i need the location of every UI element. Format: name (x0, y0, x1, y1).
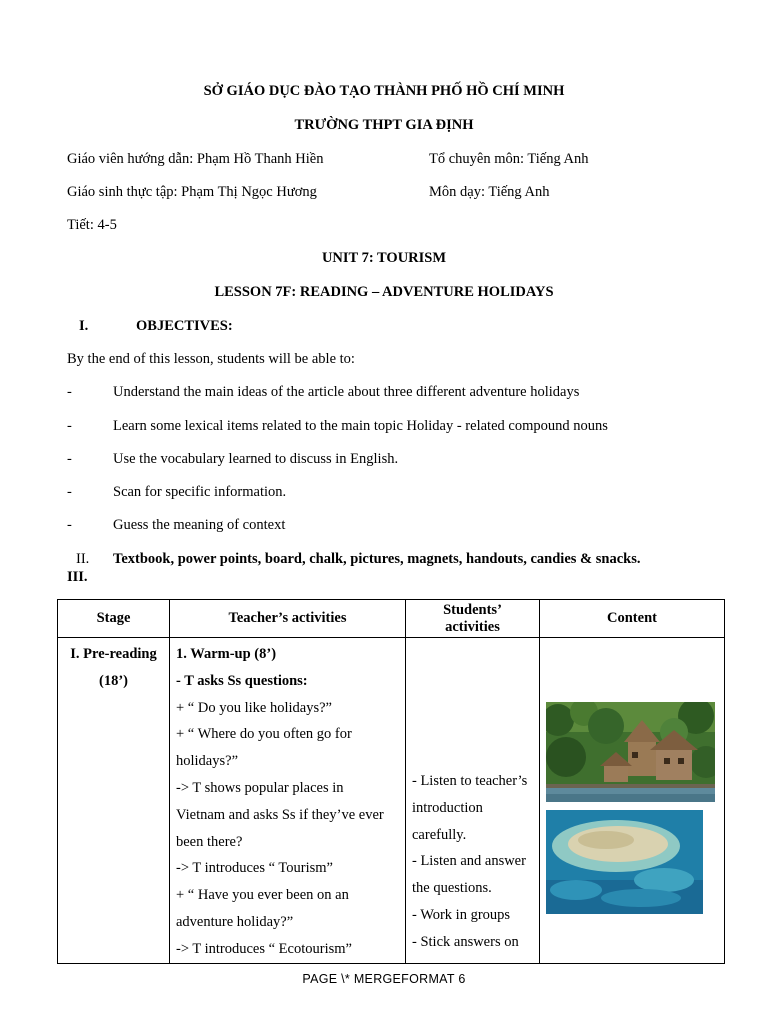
header-students-line2: activities (445, 618, 500, 635)
ecolodge-photo (546, 702, 715, 802)
objective-item: Use the vocabulary learned to discuss in English. (113, 451, 399, 467)
student-line: - Work in groups (412, 906, 511, 923)
lesson-procedure-table (57, 599, 725, 964)
warmup-heading: 1. Warm-up (8’) (176, 646, 277, 662)
supervisor-line: Giáo viên hướng dẫn: Phạm Hồ Thanh Hiền (67, 151, 324, 167)
group-line: Tổ chuyên môn: Tiếng Anh (429, 151, 589, 167)
objective-item: Scan for specific information. (113, 484, 287, 500)
period-line: Tiết: 4-5 (67, 217, 117, 233)
teacher-line: + “ Have you ever been on an (176, 887, 349, 904)
student-line: carefully. (412, 826, 467, 843)
objective-item: Learn some lexical items related to the main topic Holiday - related compound nouns (113, 418, 608, 434)
stage-cell (58, 638, 170, 964)
teacher-line: Vietnam and asks Ss if they’ve ever (176, 806, 384, 823)
teacher-line: adventure holiday?” (176, 913, 294, 930)
teacher-line: -> T introduces “ Ecotourism” (176, 940, 352, 957)
student-line: - Stick answers on (412, 933, 519, 950)
objectives-intro: By the end of this lesson, students will be able to: (67, 351, 355, 367)
objective-bullet: - (67, 451, 72, 467)
header-content: Content (540, 600, 725, 638)
header-stage: Stage (58, 600, 170, 638)
objective-bullet: - (67, 517, 72, 533)
materials-numeral: II. (76, 551, 90, 567)
materials-text: Textbook, power points, board, chalk, pictures, magnets, handouts, candies & snacks. (113, 551, 641, 567)
teacher-line: -> T introduces “ Tourism” (176, 860, 333, 877)
student-line: - Listen and answer (412, 853, 526, 870)
teacher-line: been there? (176, 833, 243, 850)
coral-reef-photo (546, 810, 703, 914)
student-line: introduction (412, 799, 483, 816)
page-footer: PAGE \* MERGEFORMAT 6 (302, 972, 466, 986)
stage-name: I. Pre-reading (70, 646, 157, 662)
header-students-activities (406, 600, 540, 638)
teacher-line: -> T shows popular places in (176, 779, 344, 796)
content-cell (540, 638, 725, 964)
student-line: the questions. (412, 880, 492, 897)
students-activities-cell (406, 638, 540, 964)
lesson-title: LESSON 7F: READING – ADVENTURE HOLIDAYS (214, 284, 554, 300)
subject-line: Môn dạy: Tiếng Anh (429, 184, 550, 200)
teacher-line: + “ Where do you often go for (176, 726, 352, 743)
table-row (58, 638, 725, 964)
student-line: - Listen to teacher’s (412, 773, 528, 789)
objectives-heading: OBJECTIVES: (136, 318, 233, 334)
objective-item: Understand the main ideas of the article about three different adventure holidays (113, 384, 580, 400)
procedure-numeral: III. (67, 569, 88, 585)
header-teacher-activities: Teacher’s activities (170, 600, 406, 638)
unit-title: UNIT 7: TOURISM (321, 250, 447, 266)
teacher-line: + “ Do you like holidays?” (176, 699, 332, 716)
objective-bullet: - (67, 418, 72, 434)
stage-time: (18’) (99, 672, 128, 689)
header-students-line1: Students’ (443, 601, 502, 618)
objectives-numeral: I. (79, 318, 89, 334)
teacher-activities-cell (170, 638, 406, 964)
trainee-line: Giáo sinh thực tập: Phạm Thị Ngọc Hương (67, 184, 317, 200)
teacher-line: holidays?” (176, 753, 239, 770)
table-header-row (58, 600, 725, 638)
objective-item: Guess the meaning of context (113, 517, 286, 533)
school-title: TRƯỜNG THPT GIA ĐỊNH (294, 117, 474, 133)
teacher-line: - T asks Ss questions: (176, 672, 308, 689)
objective-bullet: - (67, 384, 72, 400)
department-title: SỞ GIÁO DỤC ĐÀO TẠO THÀNH PHỐ HỒ CHÍ MINH (203, 83, 565, 99)
objective-bullet: - (67, 484, 72, 500)
